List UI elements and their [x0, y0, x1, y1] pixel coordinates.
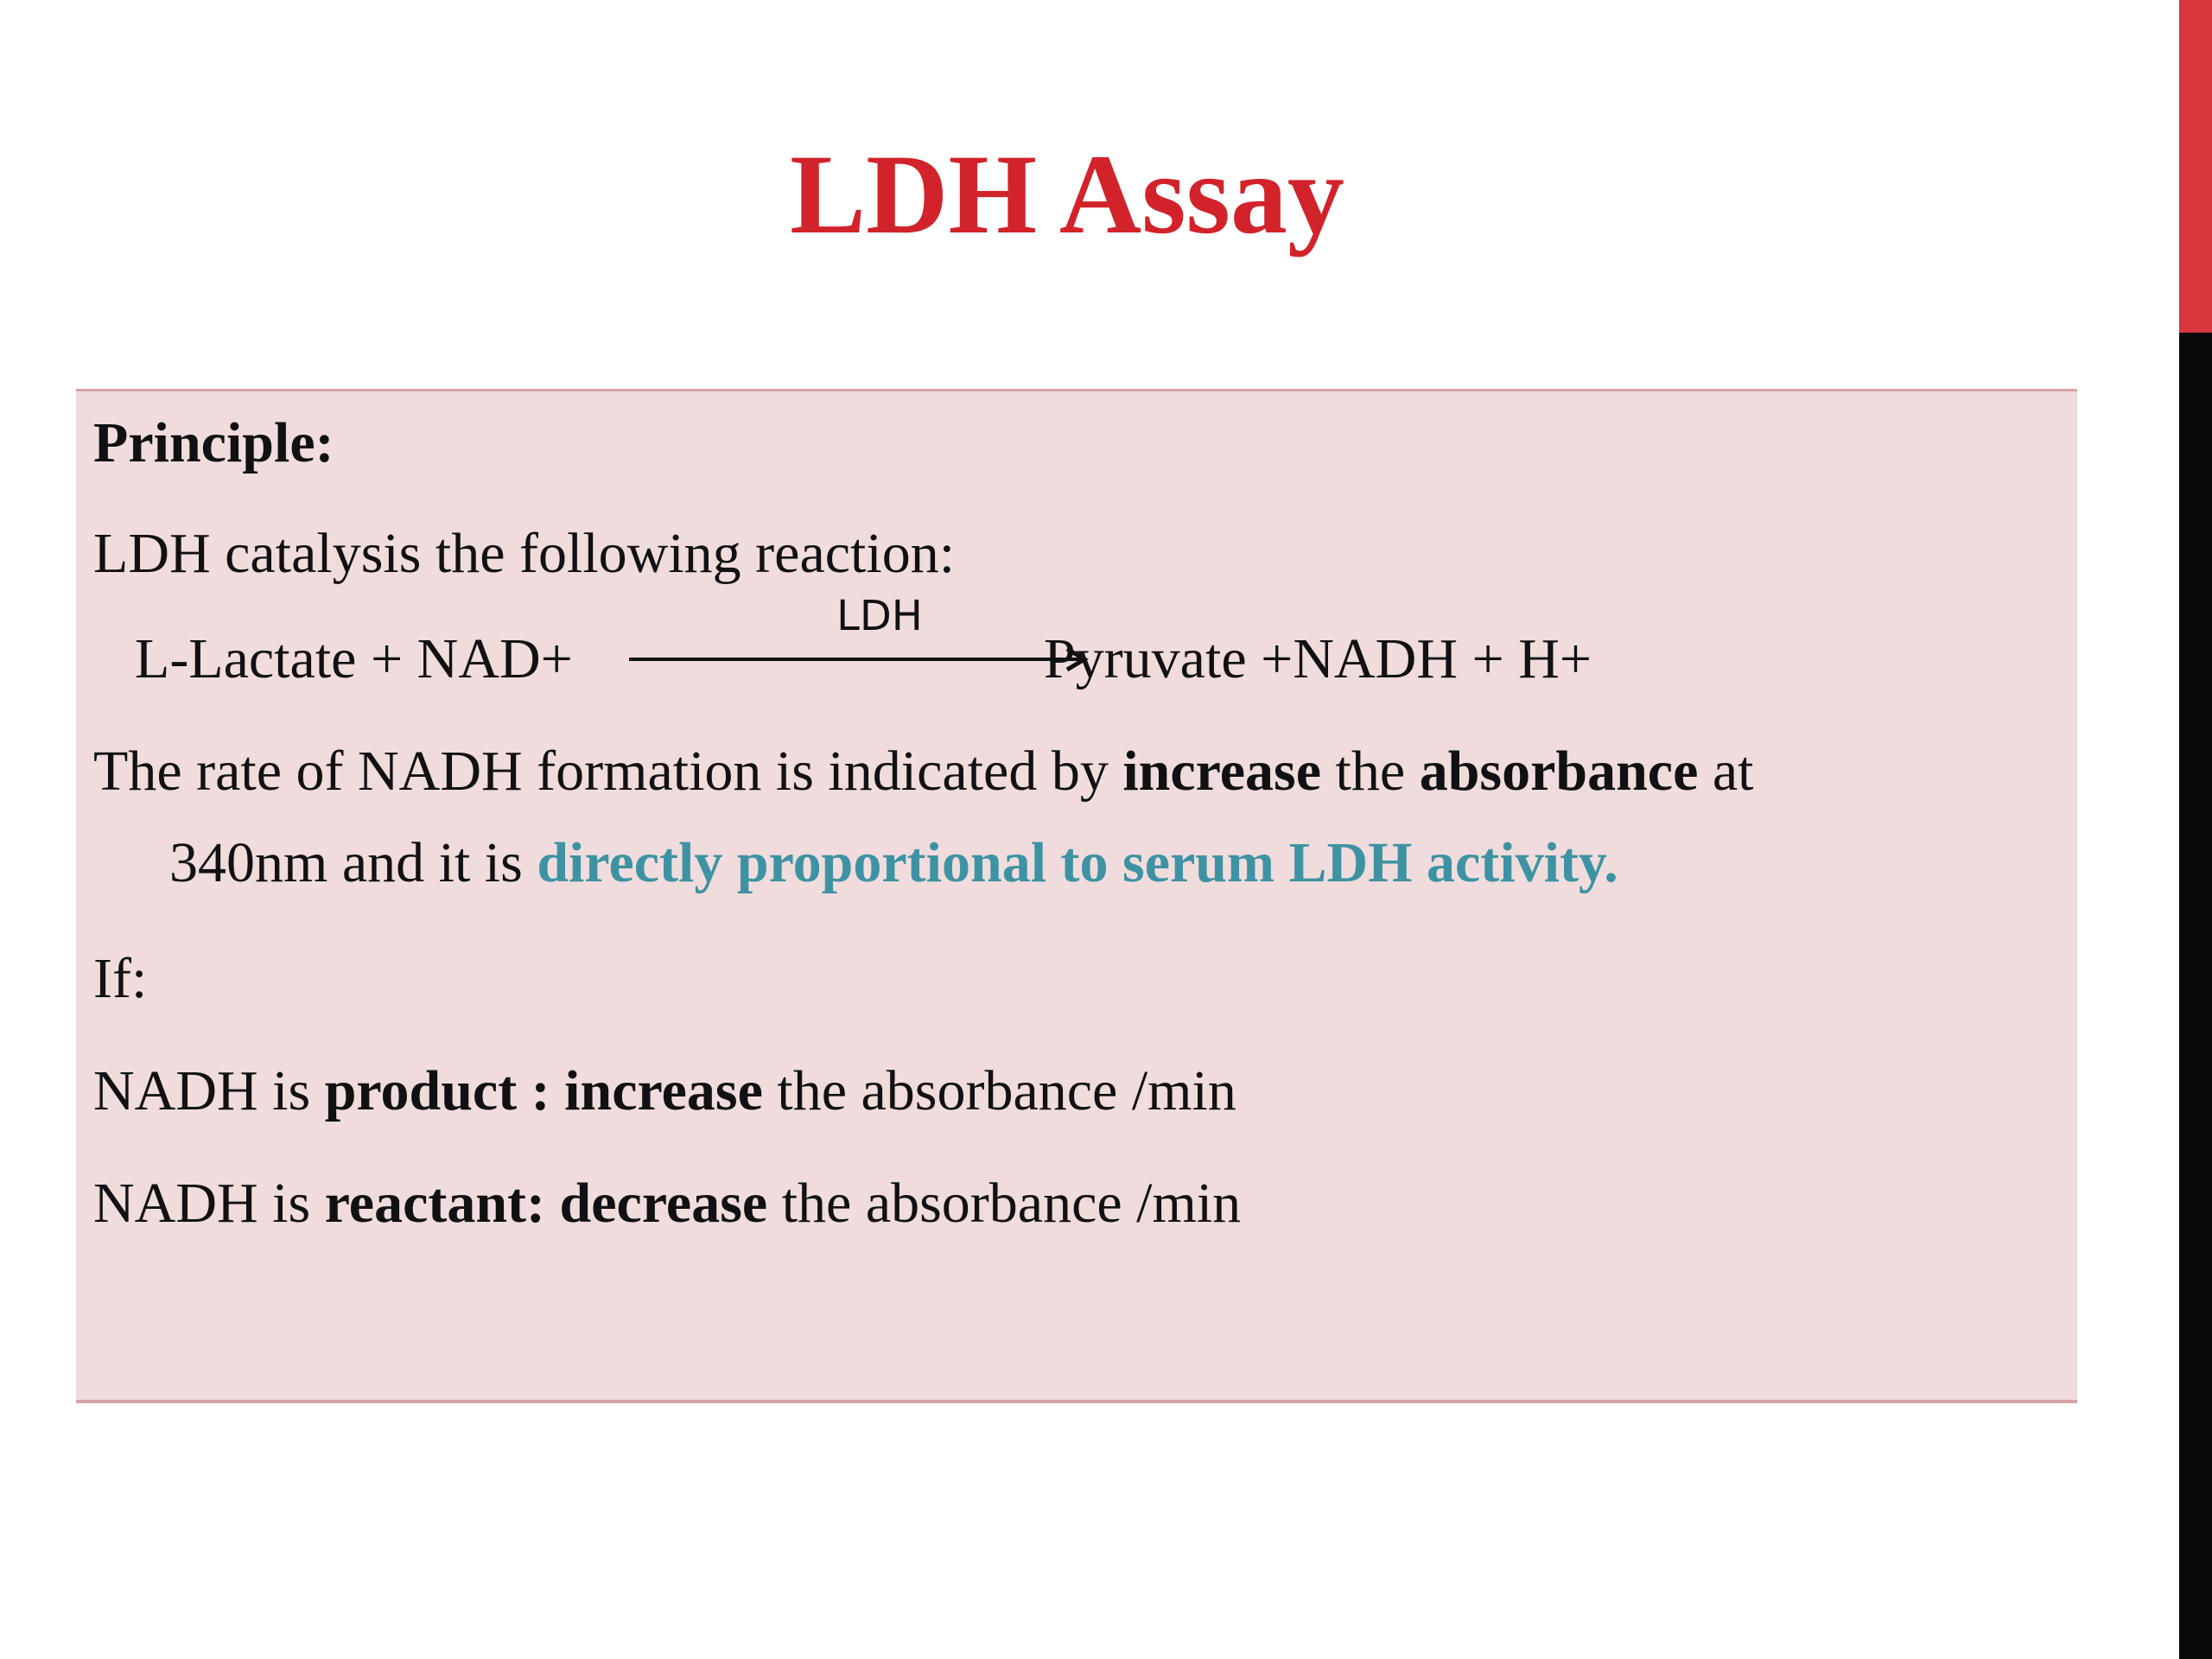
reaction-reactants: L-Lactate + NAD+	[135, 627, 573, 690]
rate-text-2: the	[1321, 740, 1420, 803]
reaction-enzyme-label: LDH	[836, 592, 923, 640]
product-case-bold: product : increase	[324, 1059, 763, 1122]
rate-text-3: at	[1698, 740, 1754, 803]
reactant-case-prefix: NADH is	[93, 1172, 325, 1235]
principle-heading: Principle:	[93, 411, 334, 474]
rate-bold-increase: increase	[1122, 740, 1322, 803]
rate-text-1: The rate of NADH formation is indicated by	[93, 740, 1123, 803]
reactant-case-bold: reactant: decrease	[324, 1172, 768, 1235]
reactant-case-suffix: the absorbance /min	[767, 1172, 1242, 1235]
slide-title: LDH Assay	[790, 130, 1344, 257]
product-case-prefix: NADH is	[93, 1059, 325, 1122]
rate-sentence-line-2	[169, 829, 1618, 898]
side-accent-bar-black	[2179, 333, 2212, 1659]
reaction-products: Pyruvate +NADH + H+	[1044, 627, 1592, 690]
reactant-case-line	[93, 1169, 1241, 1238]
principle-box	[76, 389, 2077, 1403]
if-label: If:	[93, 947, 148, 1010]
side-accent-bar-red	[2179, 0, 2212, 333]
reaction-arrow-icon	[629, 642, 1100, 677]
rate-sentence-line-1	[93, 737, 1754, 806]
rate-text-4: 340nm and it is	[169, 831, 537, 894]
product-case-suffix: the absorbance /min	[762, 1059, 1236, 1122]
rate-bold-absorbance: absorbance	[1419, 740, 1699, 803]
product-case-line	[93, 1057, 1236, 1126]
principle-intro: LDH catalysis the following reaction:	[93, 522, 956, 585]
rate-highlight: directly proportional to serum LDH activity.	[537, 831, 1618, 894]
